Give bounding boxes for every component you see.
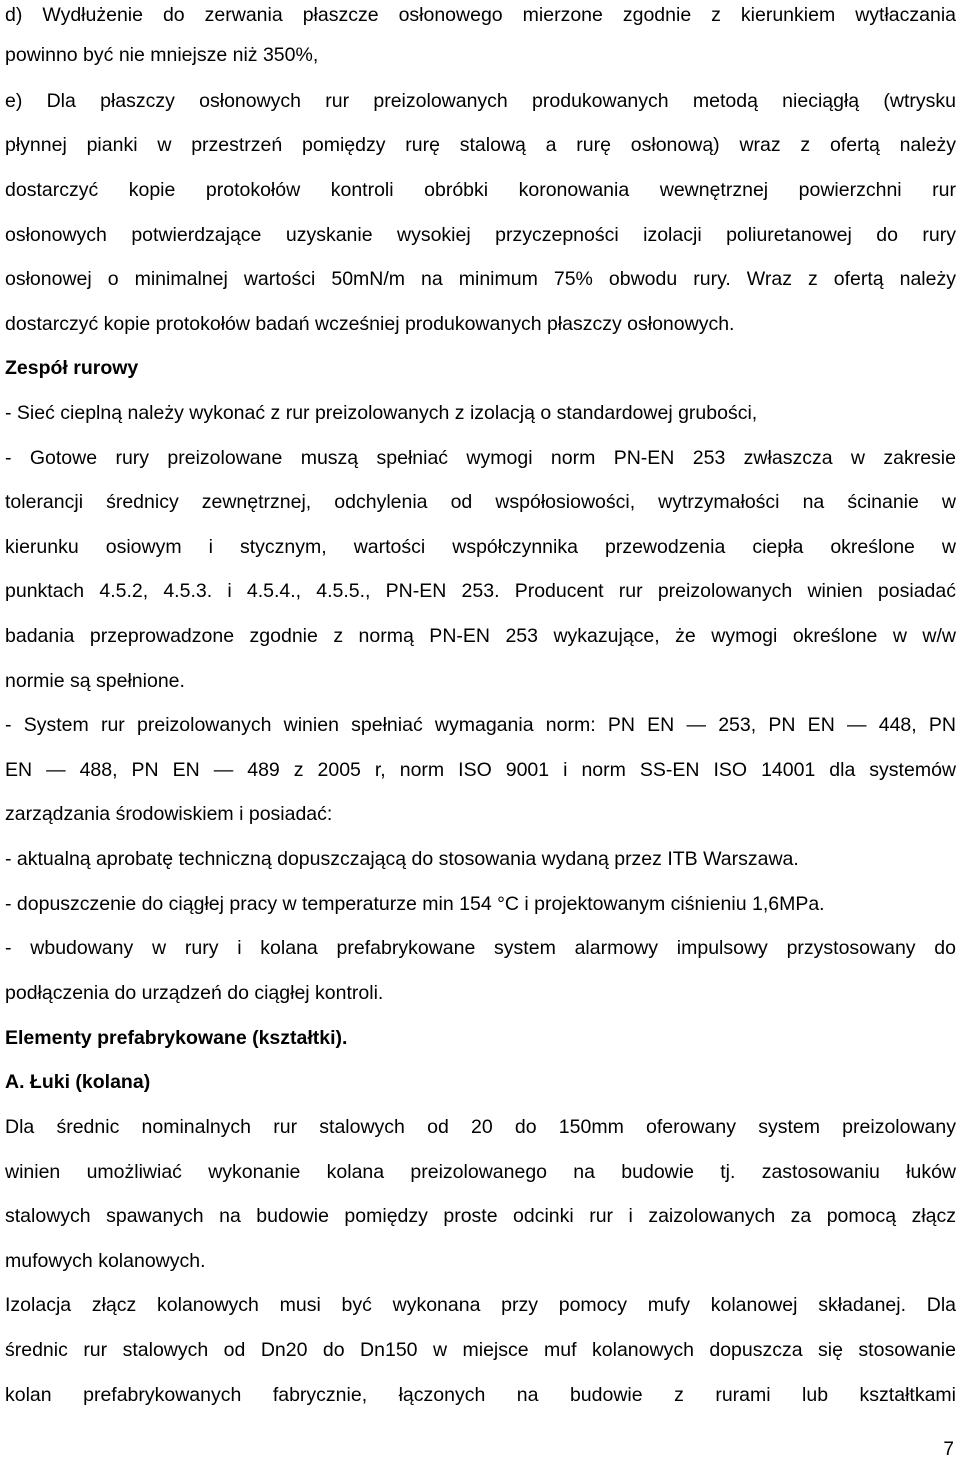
- page-number: 7: [943, 1439, 954, 1460]
- text-line: - aktualną aprobatę techniczną dopuszczającą do stosowania wydaną przez ITB Warszawa.: [5, 848, 799, 870]
- text-line: osłonowych potwierdzające uzyskanie wysokiej przyczepności izolacji poliuretanowej do rury: [5, 224, 956, 246]
- text-line: - Sieć cieplną należy wykonać z rur preizolowanych z izolacją o standardowej grubości,: [5, 402, 758, 424]
- text-line: osłonowej o minimalnej wartości 50mN/m na minimum 75% obwodu rury. Wraz z ofertą należy: [5, 268, 956, 290]
- text-line: d) Wydłużenie do zerwania płaszcze osłonowego mierzone zgodnie z kierunkiem wytłaczania: [5, 4, 956, 26]
- text-line: stalowych spawanych na budowie pomiędzy proste odcinki rur i zaizolowanych za pomocą złącz: [5, 1205, 956, 1227]
- text-line: Dla średnic nominalnych rur stalowych od 20 do 150mm oferowany system preizolowany: [5, 1116, 956, 1138]
- text-line: płynnej pianki w przestrzeń pomiędzy rurę stalową a rurę osłonową) wraz z ofertą należy: [5, 134, 956, 156]
- text-line: kierunku osiowym i stycznym, wartości współczynnika przewodzenia ciepła określone w: [5, 536, 956, 558]
- text-line: dostarczyć kopie protokołów badań wcześniej produkowanych płaszczy osłonowych.: [5, 313, 735, 335]
- text-line: winien umożliwiać wykonanie kolana preizolowanego na budowie tj. zastosowaniu łuków: [5, 1161, 956, 1183]
- text-line: - dopuszczenie do ciągłej pracy w temperaturze min 154 °C i projektowanym ciśnieniu 1,6MPa.: [5, 893, 825, 915]
- text-line: dostarczyć kopie protokołów kontroli obróbki koronowania wewnętrznej powierzchni rur: [5, 179, 956, 201]
- text-line: - Gotowe rury preizolowane muszą spełniać wymogi norm PN-EN 253 zwłaszcza w zakresie: [5, 447, 956, 469]
- text-line: podłączenia do urządzeń do ciągłej kontroli.: [5, 982, 384, 1004]
- text-line: e) Dla płaszczy osłonowych rur preizolowanych produkowanych metodą nieciągłą (wtrysku: [5, 90, 956, 112]
- text-line: EN — 488, PN EN — 489 z 2005 r, norm ISO 9001 i norm SS-EN ISO 14001 dla systemów: [5, 759, 956, 781]
- text-line: tolerancji średnicy zewnętrznej, odchylenia od współosiowości, wytrzymałości na ścinanie w: [5, 491, 956, 513]
- subsection-heading: A. Łuki (kolana): [5, 1071, 151, 1093]
- section-heading: Zespół rurowy: [5, 357, 139, 379]
- text-line: zarządzania środowiskiem i posiadać:: [5, 803, 333, 825]
- text-line: punktach 4.5.2, 4.5.3. i 4.5.4., 4.5.5., PN-EN 253. Producent rur preizolowanych winien posiadać: [5, 580, 956, 602]
- text-line: kolan prefabrykowanych fabrycznie, łączonych na budowie z rurami lub kształtkami: [5, 1384, 956, 1406]
- text-line: Izolacja złącz kolanowych musi być wykonana przy pomocy mufy kolanowej składanej. Dla: [5, 1294, 956, 1316]
- text-line: mufowych kolanowych.: [5, 1250, 206, 1272]
- text-line: - System rur preizolowanych winien spełniać wymagania norm: PN EN — 253, PN EN — 448, PN: [5, 714, 956, 736]
- text-line: normie są spełnione.: [5, 670, 185, 692]
- section-heading: Elementy prefabrykowane (kształtki).: [5, 1027, 348, 1049]
- text-line: - wbudowany w rury i kolana prefabrykowane system alarmowy impulsowy przystosowany do: [5, 937, 956, 959]
- text-line: badania przeprowadzone zgodnie z normą PN-EN 253 wykazujące, że wymogi określone w w/w: [5, 625, 956, 647]
- text-line: średnic rur stalowych od Dn20 do Dn150 w miejsce muf kolanowych dopuszcza się stosowanie: [5, 1339, 956, 1361]
- text-line: powinno być nie mniejsze niż 350%,: [5, 44, 319, 66]
